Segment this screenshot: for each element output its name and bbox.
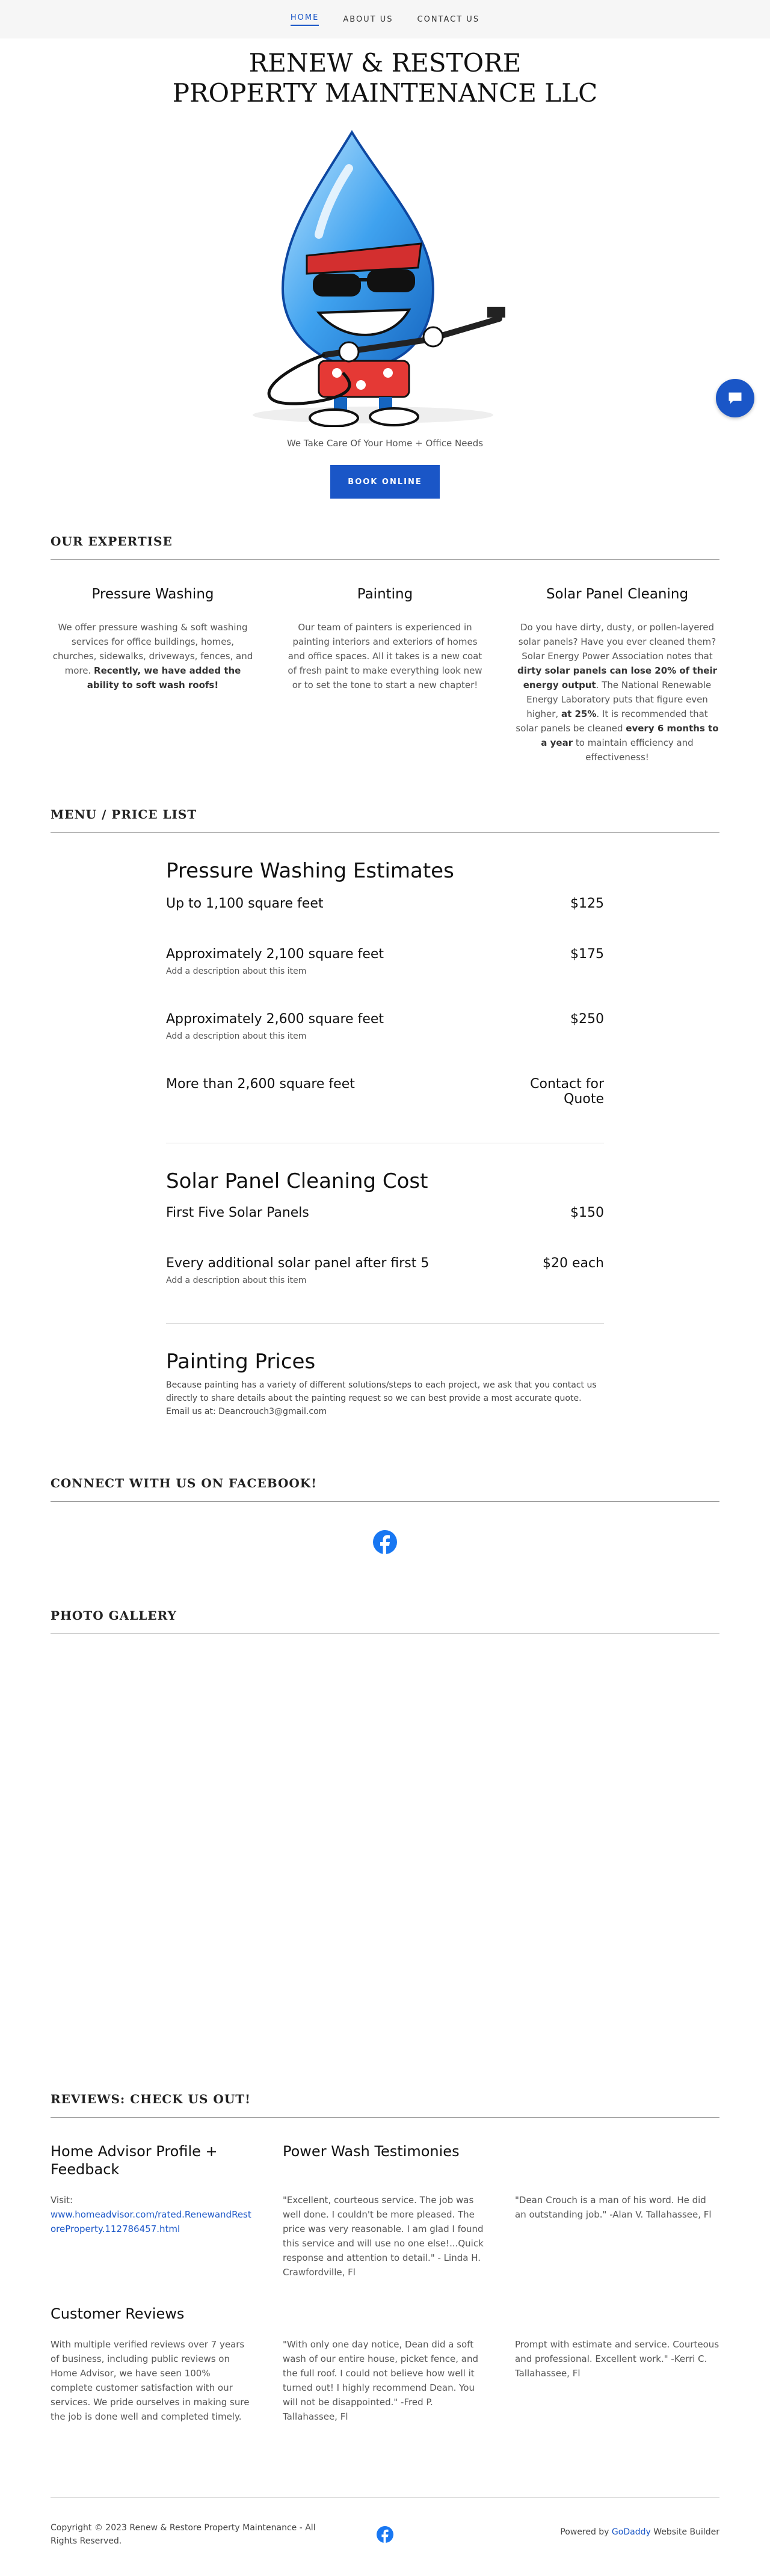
footer-divider [51, 2497, 719, 2498]
menu-item-name: Approximately 2,100 square feet [166, 947, 384, 962]
visit-label: Visit: [51, 2195, 73, 2206]
menu-item-price: $20 each [542, 1256, 604, 1271]
menu-item-description: Add a description about this item [166, 1276, 307, 1285]
menu-section-title: Solar Panel Cleaning Cost [166, 1169, 428, 1193]
menu-item [166, 1256, 604, 1285]
expertise-text-part: We offer pressure washing & soft washing services for office buildings, homes, churches, sidewalks, driveways, fences, and more. [52, 622, 253, 676]
menu-item-price: $125 [570, 896, 604, 911]
painting-email: Email us at: Deancrouch3@gmail.com [166, 1407, 327, 1416]
menu-item-name: More than 2,600 square feet [166, 1077, 355, 1092]
menu-item [166, 1077, 604, 1107]
expertise-solar-panel-cleaning [515, 586, 719, 764]
menu-section-title: Painting Prices [166, 1350, 316, 1374]
godaddy-link[interactable]: GoDaddy [611, 2527, 651, 2537]
expertise-text-bold: at 25% [561, 709, 597, 719]
homeadvisor-link[interactable]: www.homeadvisor.com/rated.RenewandRestoreProperty.112786457.html [51, 2209, 251, 2234]
nav-home[interactable]: HOME [291, 13, 319, 26]
gallery-heading: PHOTO GALLERY [51, 1608, 719, 1634]
expertise-text-bold: every 6 months to a year [541, 723, 719, 748]
menu-item [166, 1012, 604, 1041]
expertise-title: Pressure Washing [91, 586, 214, 602]
menu-item-name: Approximately 2,600 square feet [166, 1012, 384, 1027]
expertise-pressure-washing [51, 586, 255, 692]
menu-item [166, 896, 604, 911]
homeadvisor-visit [51, 2193, 255, 2236]
menu-divider [166, 1323, 604, 1324]
expertise-text-part: Do you have dirty, dusty, or pollen-layered solar panels? Have you ever cleaned them? Solar Energy Power Association notes that [518, 622, 716, 662]
expertise-text-bold: dirty solar panels can lose 20% of their energy output [517, 665, 717, 690]
menu-item-name: Every additional solar panel after first 5 [166, 1256, 430, 1271]
menu-item-price: Contact for Quote [530, 1077, 604, 1107]
expertise-heading: OUR EXPERTISE [51, 534, 719, 560]
homeadvisor-title: Home Advisor Profile + Feedback [51, 2143, 218, 2178]
menu-item [166, 947, 604, 976]
top-navigation [0, 0, 770, 38]
chat-icon [727, 390, 744, 407]
menu-item-price: $150 [570, 1205, 604, 1220]
menu-item-name: First Five Solar Panels [166, 1205, 309, 1220]
testimonial-4: Prompt with estimate and service. Courteous and professional. Excellent work." -Kerri C. Tallahassee, Fl [515, 2339, 719, 2379]
book-online-button[interactable]: BOOK ONLINE [330, 465, 440, 499]
testimonies-title: Power Wash Testimonies [283, 2143, 460, 2160]
expertise-text [51, 620, 255, 692]
facebook-heading: CONNECT WITH US ON FACEBOOK! [51, 1476, 719, 1502]
expertise-text-bold: Recently, we have added the ability to soft wash roofs! [87, 665, 241, 690]
menu-heading: MENU / PRICE LIST [51, 807, 719, 833]
site-title-line1: RENEW & RESTORE [248, 48, 522, 78]
menu-item-price: $250 [570, 1012, 604, 1027]
hero-mascot-image [235, 120, 535, 427]
menu-item-price: $175 [570, 947, 604, 962]
hero-tagline: We Take Care Of Your Home + Office Needs [286, 438, 484, 449]
testimonial-3: "With only one day notice, Dean did a soft wash of our entire house, picket fence, and the full roof. I could not believe how well it turned out! I highly recommend Dean. You will not be disappointed." -Fred P. Tallahassee, Fl [283, 2339, 478, 2422]
menu-item-description: Add a description about this item [166, 967, 307, 976]
photo-gallery[interactable] [51, 1648, 719, 2057]
site-title [0, 48, 770, 108]
reviews-heading: REVIEWS: CHECK US OUT! [51, 2092, 719, 2118]
customer-reviews-text: With multiple verified reviews over 7 years of business, including public reviews on Home Advisor, we have seen 100% complete customer satisfaction with our services. We pride ourselves in making sure the job is done well and completed timely. [51, 2339, 250, 2422]
powered-suffix: Website Builder [650, 2527, 719, 2537]
menu-item-description: Add a description about this item [166, 1031, 307, 1041]
expertise-text-part: to maintain efficiency and effectiveness! [573, 737, 694, 763]
expertise-text: Our team of painters is experienced in painting interiors and exteriors of homes and office spaces. All it takes is a new coat of fresh paint to make everything look new or to set the tone to start a new chapter! [288, 622, 482, 690]
menu-item [166, 1205, 604, 1220]
nav-about-us[interactable]: ABOUT US [343, 14, 393, 24]
testimonial-1: "Excellent, courteous service. The job was well done. I couldn't be more pleased. The price was very reasonable. I am glad I found this service and will use no one else!...Quick response and attention to detail." - Linda H. Crawfordville, Fl [283, 2195, 484, 2278]
expertise-title: Painting [357, 586, 413, 602]
nav-contact-us[interactable]: CONTACT US [417, 14, 480, 24]
powered-prefix: Powered by [560, 2527, 612, 2537]
site-title-line2: PROPERTY MAINTENANCE LLC [172, 78, 598, 108]
expertise-painting [283, 586, 487, 692]
painting-note: Because painting has a variety of different solutions/steps to each project, we ask that you contact us directly to share details about the painting request so we can best provide a most accurate quote. [166, 1380, 597, 1403]
footer-copyright: Copyright © 2023 Renew & Restore Property Maintenance - All Rights Reserved. [51, 2523, 316, 2546]
footer-powered-by [560, 2527, 719, 2537]
expertise-text-part: . The National Renewable Energy Laboratory puts that figure even higher, [526, 680, 712, 719]
expertise-text-part: . It is recommended that solar panels be cleaned [516, 709, 708, 734]
menu-item-name: Up to 1,100 square feet [166, 896, 324, 911]
testimonial-2: "Dean Crouch is a man of his word. He did an outstanding job." -Alan V. Tallahassee, Fl [515, 2195, 712, 2220]
customer-reviews-title: Customer Reviews [51, 2305, 185, 2322]
expertise-title: Solar Panel Cleaning [546, 586, 689, 602]
footer-facebook-icon[interactable] [377, 2526, 393, 2543]
expertise-text [515, 620, 719, 764]
menu-section-title: Pressure Washing Estimates [166, 859, 454, 883]
facebook-icon[interactable] [373, 1530, 397, 1554]
chat-widget-button[interactable] [716, 379, 754, 417]
